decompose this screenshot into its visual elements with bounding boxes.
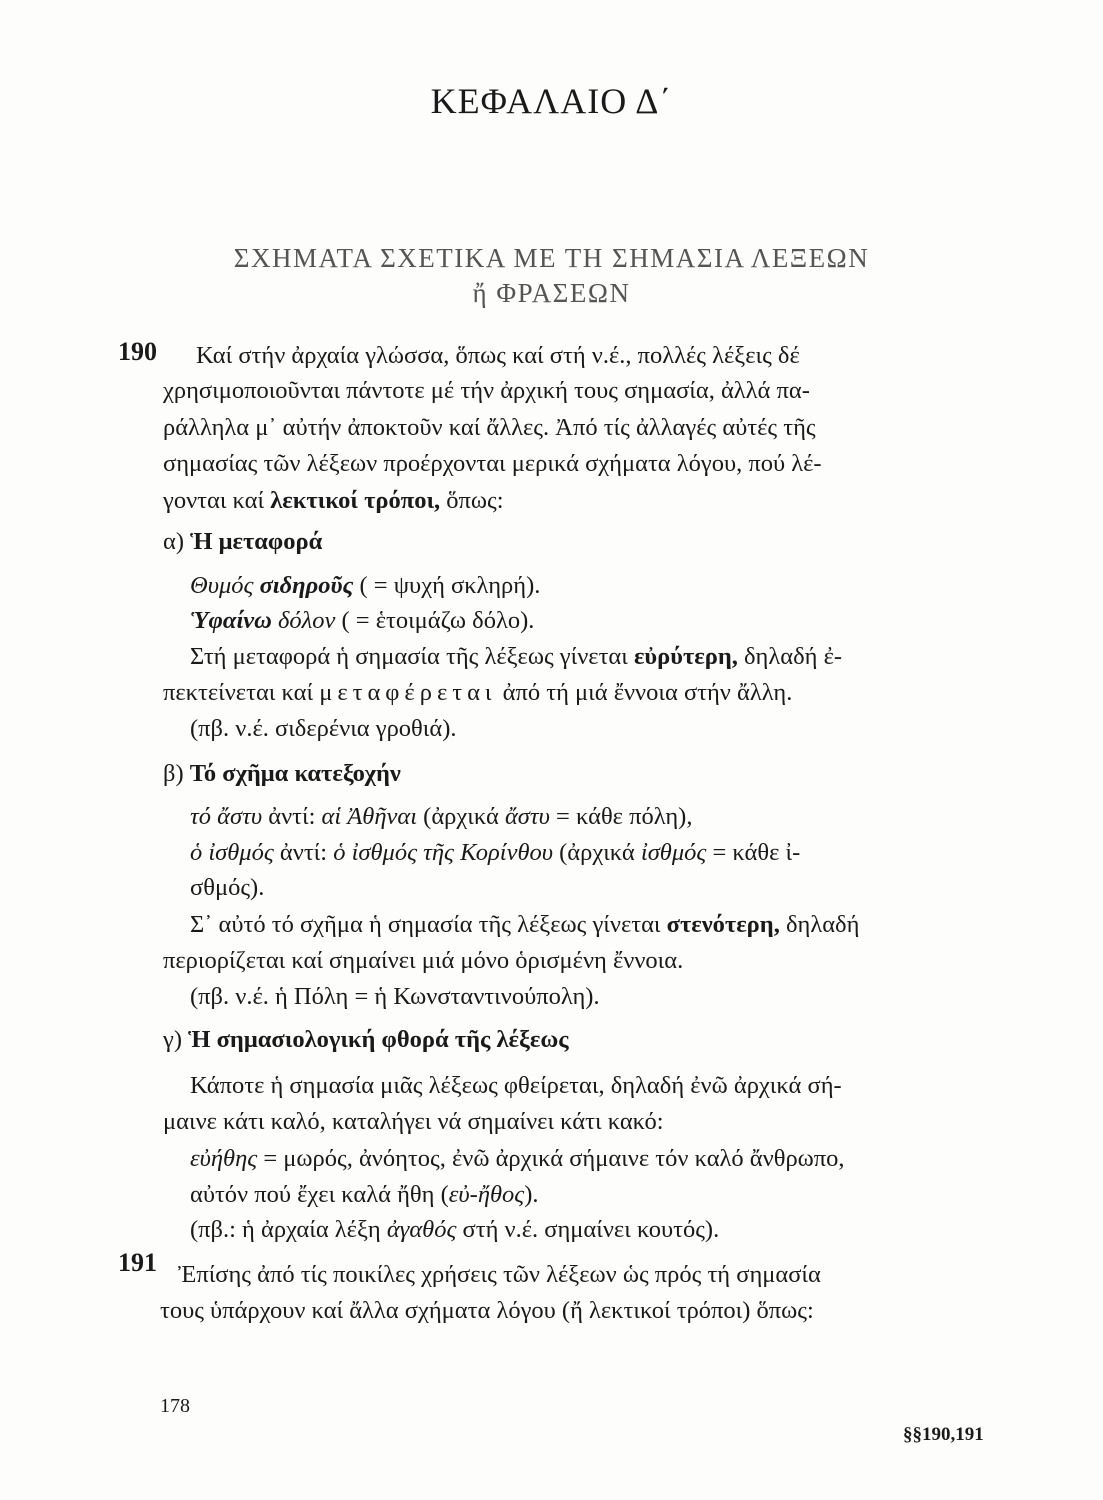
example-kat-exochin-1: τό ἄστυ ἀντί: αἱ Ἀθῆναι (ἀρχικά ἄστυ = κάθε πόλη),	[190, 803, 693, 830]
decay-example-3: (πβ.: ἡ ἀρχαία λέξη ἀγαθός στή ν.έ. σημαίνει κουτός).	[190, 1216, 720, 1243]
heading-semantic-decay: γ) Ἡ σημασιολογική φθορά τῆς λέξεως	[163, 1026, 569, 1053]
section-title-line-1: ΣΧΗΜΑΤΑ ΣΧΕΤΙΚΑ ΜΕ ΤΗ ΣΗΜΑΣΙΑ ΛΕΞΕΩΝ	[233, 243, 870, 273]
chapter-title: ΚΕΦΑΛΑΙΟ Δ΄	[430, 81, 673, 121]
p190-line-5: γονται καί λεκτικοί τρόποι, ὅπως:	[163, 487, 504, 514]
p191-line-1: Ἐπίσης ἀπό τίς ποικίλες χρήσεις τῶν λέξεων ὡς πρός τή σημασία	[178, 1261, 821, 1288]
paragraph-number-190: 190	[118, 337, 157, 366]
p191-line-2: τους ὑπάρχουν καί ἄλλα σχήματα λόγου (ἤ λεκτικοί τρόποι) ὅπως:	[160, 1297, 814, 1324]
example-kat-exochin-3: σθμός).	[190, 874, 265, 901]
section-title-line-2: ἤ ΦΡΑΣΕΩΝ	[472, 278, 631, 308]
metaphor-text-3: (πβ. ν.έ. σιδερένια γροθιά).	[190, 715, 457, 742]
kat-exochin-text-2: περιορίζεται καί σημαίνει μιά μόνο ὁρισμένη ἔννοια.	[163, 947, 684, 974]
section-reference: §§190,191	[903, 1424, 984, 1445]
decay-text-1: Κάποτε ἡ σημασία μιᾶς λέξεως φθείρεται, δηλαδή ἐνῶ ἀρχικά σή-	[190, 1072, 842, 1099]
example-metaphor-2: Ὑφαίνω δόλον ( = ἑτοιμάζω δόλο).	[190, 607, 535, 634]
page-number: 178	[160, 1395, 190, 1417]
example-metaphor-1: Θυμός σιδηροῦς ( = ψυχή σκληρή).	[190, 572, 541, 599]
p190-line-3: ράλληλα μ᾿ αὐτήν ἀποκτοῦν καί ἄλλες. Ἀπό τίς ἀλλαγές αὐτές τῆς	[163, 414, 816, 441]
paragraph-number-191: 191	[118, 1248, 157, 1277]
decay-example-1: εὐήθης = μωρός, ἀνόητος, ἐνῶ ἀρχικά σήμαινε τόν καλό ἄνθρωπο,	[190, 1145, 845, 1172]
heading-metaphor: α) Ἡ μεταφορά	[163, 528, 323, 555]
p190-line-1: Καί στήν ἀρχαία γλώσσα, ὅπως καί στή ν.έ., πολλές λέξεις δέ	[196, 342, 800, 369]
term-lektikoi-tropoi: λεκτικοί τρόποι,	[270, 487, 441, 514]
heading-kat-exochin: β) Τό σχῆμα κατεξοχήν	[163, 760, 401, 787]
kat-exochin-text-1: Σ᾿ αὐτό τό σχῆμα ἡ σημασία τῆς λέξεως γίνεται στενότερη, δηλαδή	[190, 911, 860, 938]
p190-line-4: σημασίας τῶν λέξεων προέρχονται μερικά σχήματα λόγου, πού λέ-	[163, 450, 822, 477]
decay-example-2: αὐτόν πού ἔχει καλά ἤθη (εὐ-ἤθος).	[190, 1181, 539, 1208]
decay-text-2: μαινε κάτι καλό, καταλήγει νά σημαίνει κάτι κακό:	[163, 1108, 664, 1135]
kat-exochin-text-3: (πβ. ν.έ. ἡ Πόλη = ἡ Κωνσταντινούπολη).	[190, 983, 600, 1010]
example-kat-exochin-2: ὁ ἰσθμός ἀντί: ὁ ἰσθμός τῆς Κορίνθου (ἀρχικά ἰσθμός = κάθε ἰ-	[190, 839, 801, 866]
metaphor-text-1: Στή μεταφορά ἡ σημασία τῆς λέξεως γίνεται εὐρύτερη, δηλαδή ἐ-	[190, 643, 843, 670]
metaphor-text-2: πεκτείνεται καί μεταφέρεται ἀπό τή μιά ἔννοια στήν ἄλλη.	[163, 679, 793, 706]
p190-line-2: χρησιμοποιοῦνται πάντοτε μέ τήν ἀρχική τους σημασία, ἀλλά πα-	[163, 377, 810, 404]
